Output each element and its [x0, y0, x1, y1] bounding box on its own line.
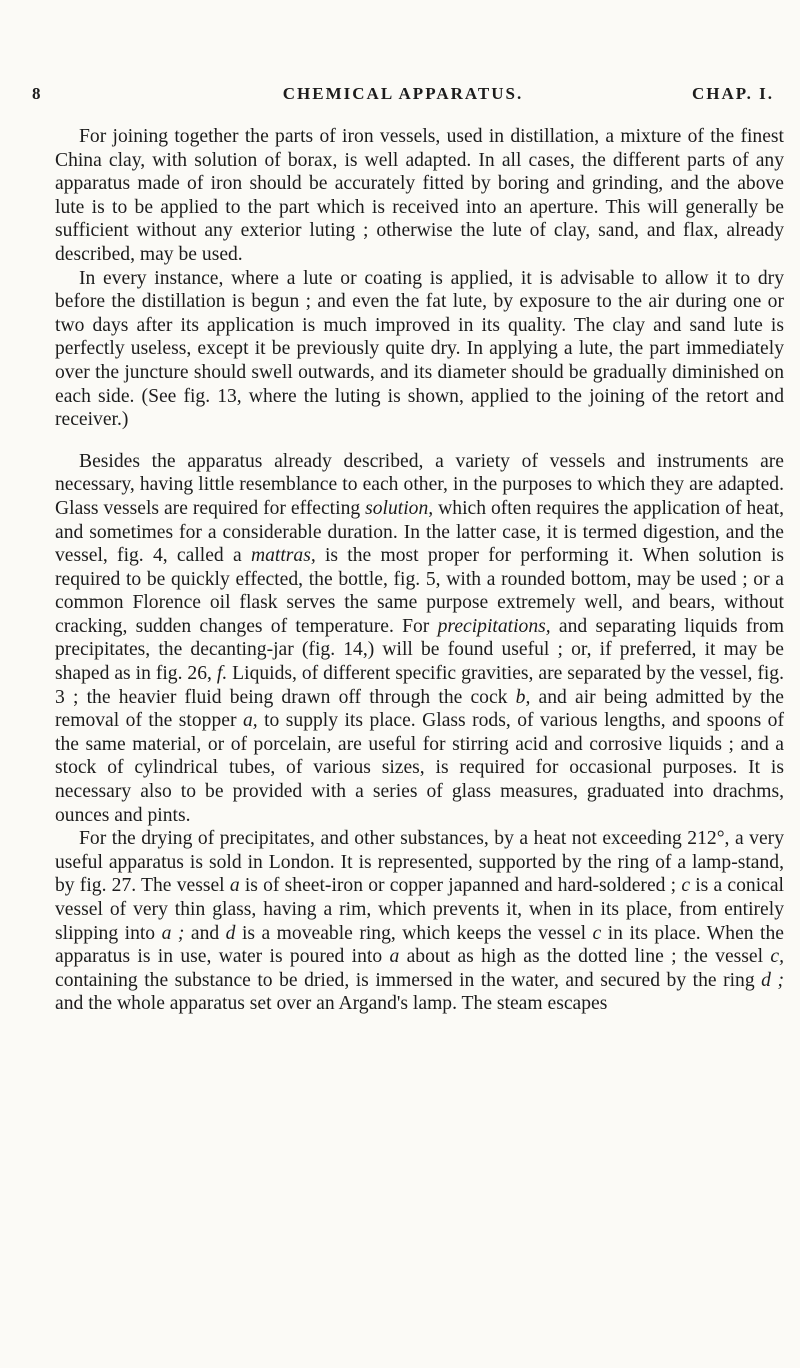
text-run: Besides the apparatus already described, a variety of vessels and instruments are necessary, having little resemblance to each other, in the purposes to which they are adapted. Glass vessels are required for effecting	[55, 450, 784, 519]
paragraph	[55, 267, 784, 432]
paragraph	[55, 827, 784, 1016]
text-run: to supply its place. Glass rods, of various lengths, and spoons of the same material, or of porcelain, are useful for stirring acid and corrosive liquids ; and a stock of cylindrical tubes, of various sizes, is required for occasional purposes. It is necessary also to be provided with a series of glass measures, graduated into drachms, ounces and pints.	[55, 710, 784, 826]
page-number: 8	[32, 84, 43, 103]
italic-term: a ;	[161, 922, 185, 944]
text-run: which often requires the application of heat, and sometimes for a considerable duration. In the latter case, it is termed digestion, and the vessel, fig. 4, called a	[55, 497, 784, 567]
italic-term: a	[389, 946, 400, 968]
text-run: and the whole apparatus set over an Argand's lamp. The steam escapes	[55, 993, 608, 1015]
text-run: about as high as the dotted line ; the vessel	[399, 946, 771, 968]
text-run: Liquids, of different specific gravities, are separated by the vessel, fig. 3 ; the heavier fluid being drawn off through the cock	[55, 663, 784, 708]
italic-term: b,	[515, 686, 531, 708]
italic-term: c,	[770, 946, 785, 968]
text-run: In every instance, where a lute or coating is applied, it is advisable to allow it to dry before the distillation is begun ; and even the fat lute, by exposure to the air during one or two days after its application is much improved in its quality. The clay and sand lute is perfectly useless, except it be previously quite dry. In applying a lute, the part immediately over the juncture should swell outwards, and its diameter should be gradually diminished on each side. (See fig. 13, where the luting is shown, applied to the joining of the retort and receiver.)	[55, 267, 784, 431]
text-run: is a conical vessel of very thin glass, having a rim, which prevents it, when in its place, from entirely slipping into	[55, 875, 784, 944]
italic-term: d	[225, 922, 236, 944]
text-run: containing the substance to be dried, is immersed in the water, and secured by the ring	[55, 969, 762, 991]
text-run: For joining together the parts of iron vessels, used in distillation, a mixture of the finest China clay, with solution of borax, is well adapted. In all cases, the different parts of any apparatus made of iron should be accurately fitted by boring and grinding, and the above lute is to be applied to the part which is received into an aperture. This will generally be sufficient without any exterior luting ; otherwise the lute of clay, sand, and flax, already described, may be used.	[55, 126, 784, 265]
italic-term: a,	[242, 710, 258, 732]
italic-term: mattras,	[250, 545, 316, 567]
paragraph	[55, 450, 784, 828]
text-run: is the most proper for performing it. When solution is required to be quickly effected, the bottle, fig. 5, with a rounded bottom, may be used ; or a common Florence oil flask serves the same purpose extremely well, and bears, without cracking, sudden changes of temperature. For	[55, 545, 785, 637]
running-header	[32, 84, 774, 110]
italic-term: a	[229, 875, 240, 897]
italic-term: f.	[216, 663, 228, 685]
text-run: For the drying of precipitates, and other substances, by a heat not exceeding 212°, a very useful apparatus is sold in London. It is represented, supported by the ring of a lamp-stand, by fig. 27. The vessel	[55, 828, 784, 897]
italic-term: precipitations,	[437, 615, 551, 637]
text-run: and	[184, 922, 226, 944]
text-run: is a moveable ring, which keeps the vessel	[235, 922, 593, 944]
text-run: and air being admitted by the removal of the stopper	[55, 686, 784, 732]
italic-term: d ;	[761, 969, 784, 991]
body-text	[55, 125, 784, 1016]
text-run: is of sheet-iron or copper japanned and hard-soldered ;	[239, 875, 682, 897]
text-run: in its place. When the apparatus is in use, water is poured into	[55, 922, 784, 968]
paragraph	[55, 125, 784, 267]
chapter-label: CHAP. I.	[692, 84, 774, 103]
text-run: and separating liquids from precipitates, the decanting-jar (fig. 14,) will be found useful ; or, if preferred, it may be shaped as in fig. 26,	[55, 615, 784, 685]
running-title: CHEMICAL APPARATUS.	[282, 84, 524, 103]
italic-term: c	[592, 922, 602, 944]
italic-term: c	[681, 875, 691, 897]
italic-term: solution,	[365, 497, 434, 519]
